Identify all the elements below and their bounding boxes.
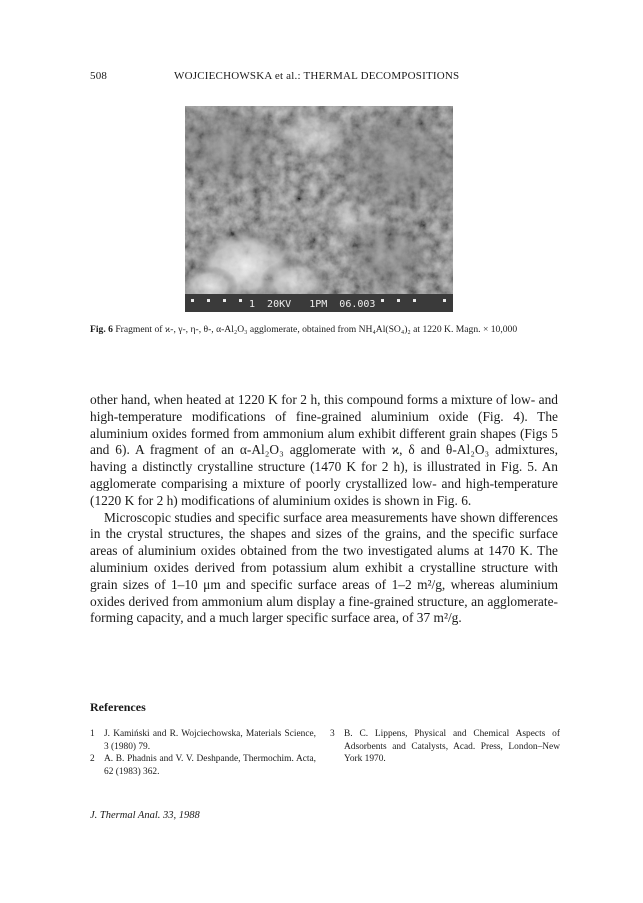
reference-number: 3	[330, 729, 335, 739]
references-column-right	[330, 728, 560, 766]
page-number: 508	[90, 70, 108, 82]
caption-label: Fig. 6	[90, 324, 113, 335]
reference-text: A. B. Phadnis and V. V. Deshpande, Thermochim. Acta, 62 (1983) 362.	[104, 754, 316, 777]
micrograph-image	[185, 106, 453, 312]
sem-micrograph	[185, 106, 453, 312]
scale-bar-text: 1 20KV 1PM 06.003	[249, 299, 376, 310]
body-text	[90, 392, 558, 627]
reference-number: 2	[90, 754, 95, 765]
running-title: WOJCIECHOWSKA et al.: THERMAL DECOMPOSITIONS	[174, 70, 460, 82]
references-heading: References	[90, 700, 146, 714]
reference-text: B. C. Lippens, Physical and Chemical Aspects of Adsorbents and Catalysts, Acad. Press, London–New York 1970.	[344, 729, 560, 765]
reference-number: 1	[90, 729, 95, 739]
reference-text: J. Kamiński and R. Wojciechowska, Materials Science, 3 (1980) 79.	[104, 729, 316, 752]
figure-caption	[90, 323, 560, 336]
caption-text: Fragment of ϰ-, γ-, η-, θ-, α-Al₂O₃ agglomerate, obtained from NH₄Al(SO₄)₂ at 1220 K. Magn. × 10,000	[115, 324, 518, 335]
journal-footer: J. Thermal Anal. 33, 1988	[90, 810, 200, 821]
paragraph: Microscopic studies and specific surface area measurements have shown differences in the crystal structures, the shapes and sizes of the grains, and the specific surface areas of aluminium oxides obtained from the two investigated alums at 1470 K. The aluminium oxides derived from potassium alum exhibit a crystalline structure with grain sizes of 1–10 μm and specific surface areas of 1–2 m²/g, whereas aluminium oxides derived from ammonium alum display a fine-grained structure, an agglomerate-forming capacity, and a much larger specific surface area, of 37 m²/g.	[90, 509, 558, 626]
references-column-left	[90, 728, 316, 778]
reference-item	[90, 728, 316, 753]
reference-item	[90, 753, 316, 778]
paragraph: other hand, when heated at 1220 K for 2 h, this compound forms a mixture of low- and high-temperature modifications of fine-grained aluminium oxide (Fig. 4). The aluminium oxides formed from ammonium alum exhibit different grain shapes (Figs 5 and 6). A fragment of an α-Al₂O₃ agglomerate with ϰ, δ and θ-Al₂O₃ admixtures, having a distinctly crystalline structure (1470 K for 2 h), is illustrated in Fig. 5. An agglomerate comparising a mixture of poorly crystallized low- and high-temperature (1220 K for 2 h) modifications of aluminium oxides is shown in Fig. 6.	[90, 392, 558, 508]
reference-item	[330, 728, 560, 766]
